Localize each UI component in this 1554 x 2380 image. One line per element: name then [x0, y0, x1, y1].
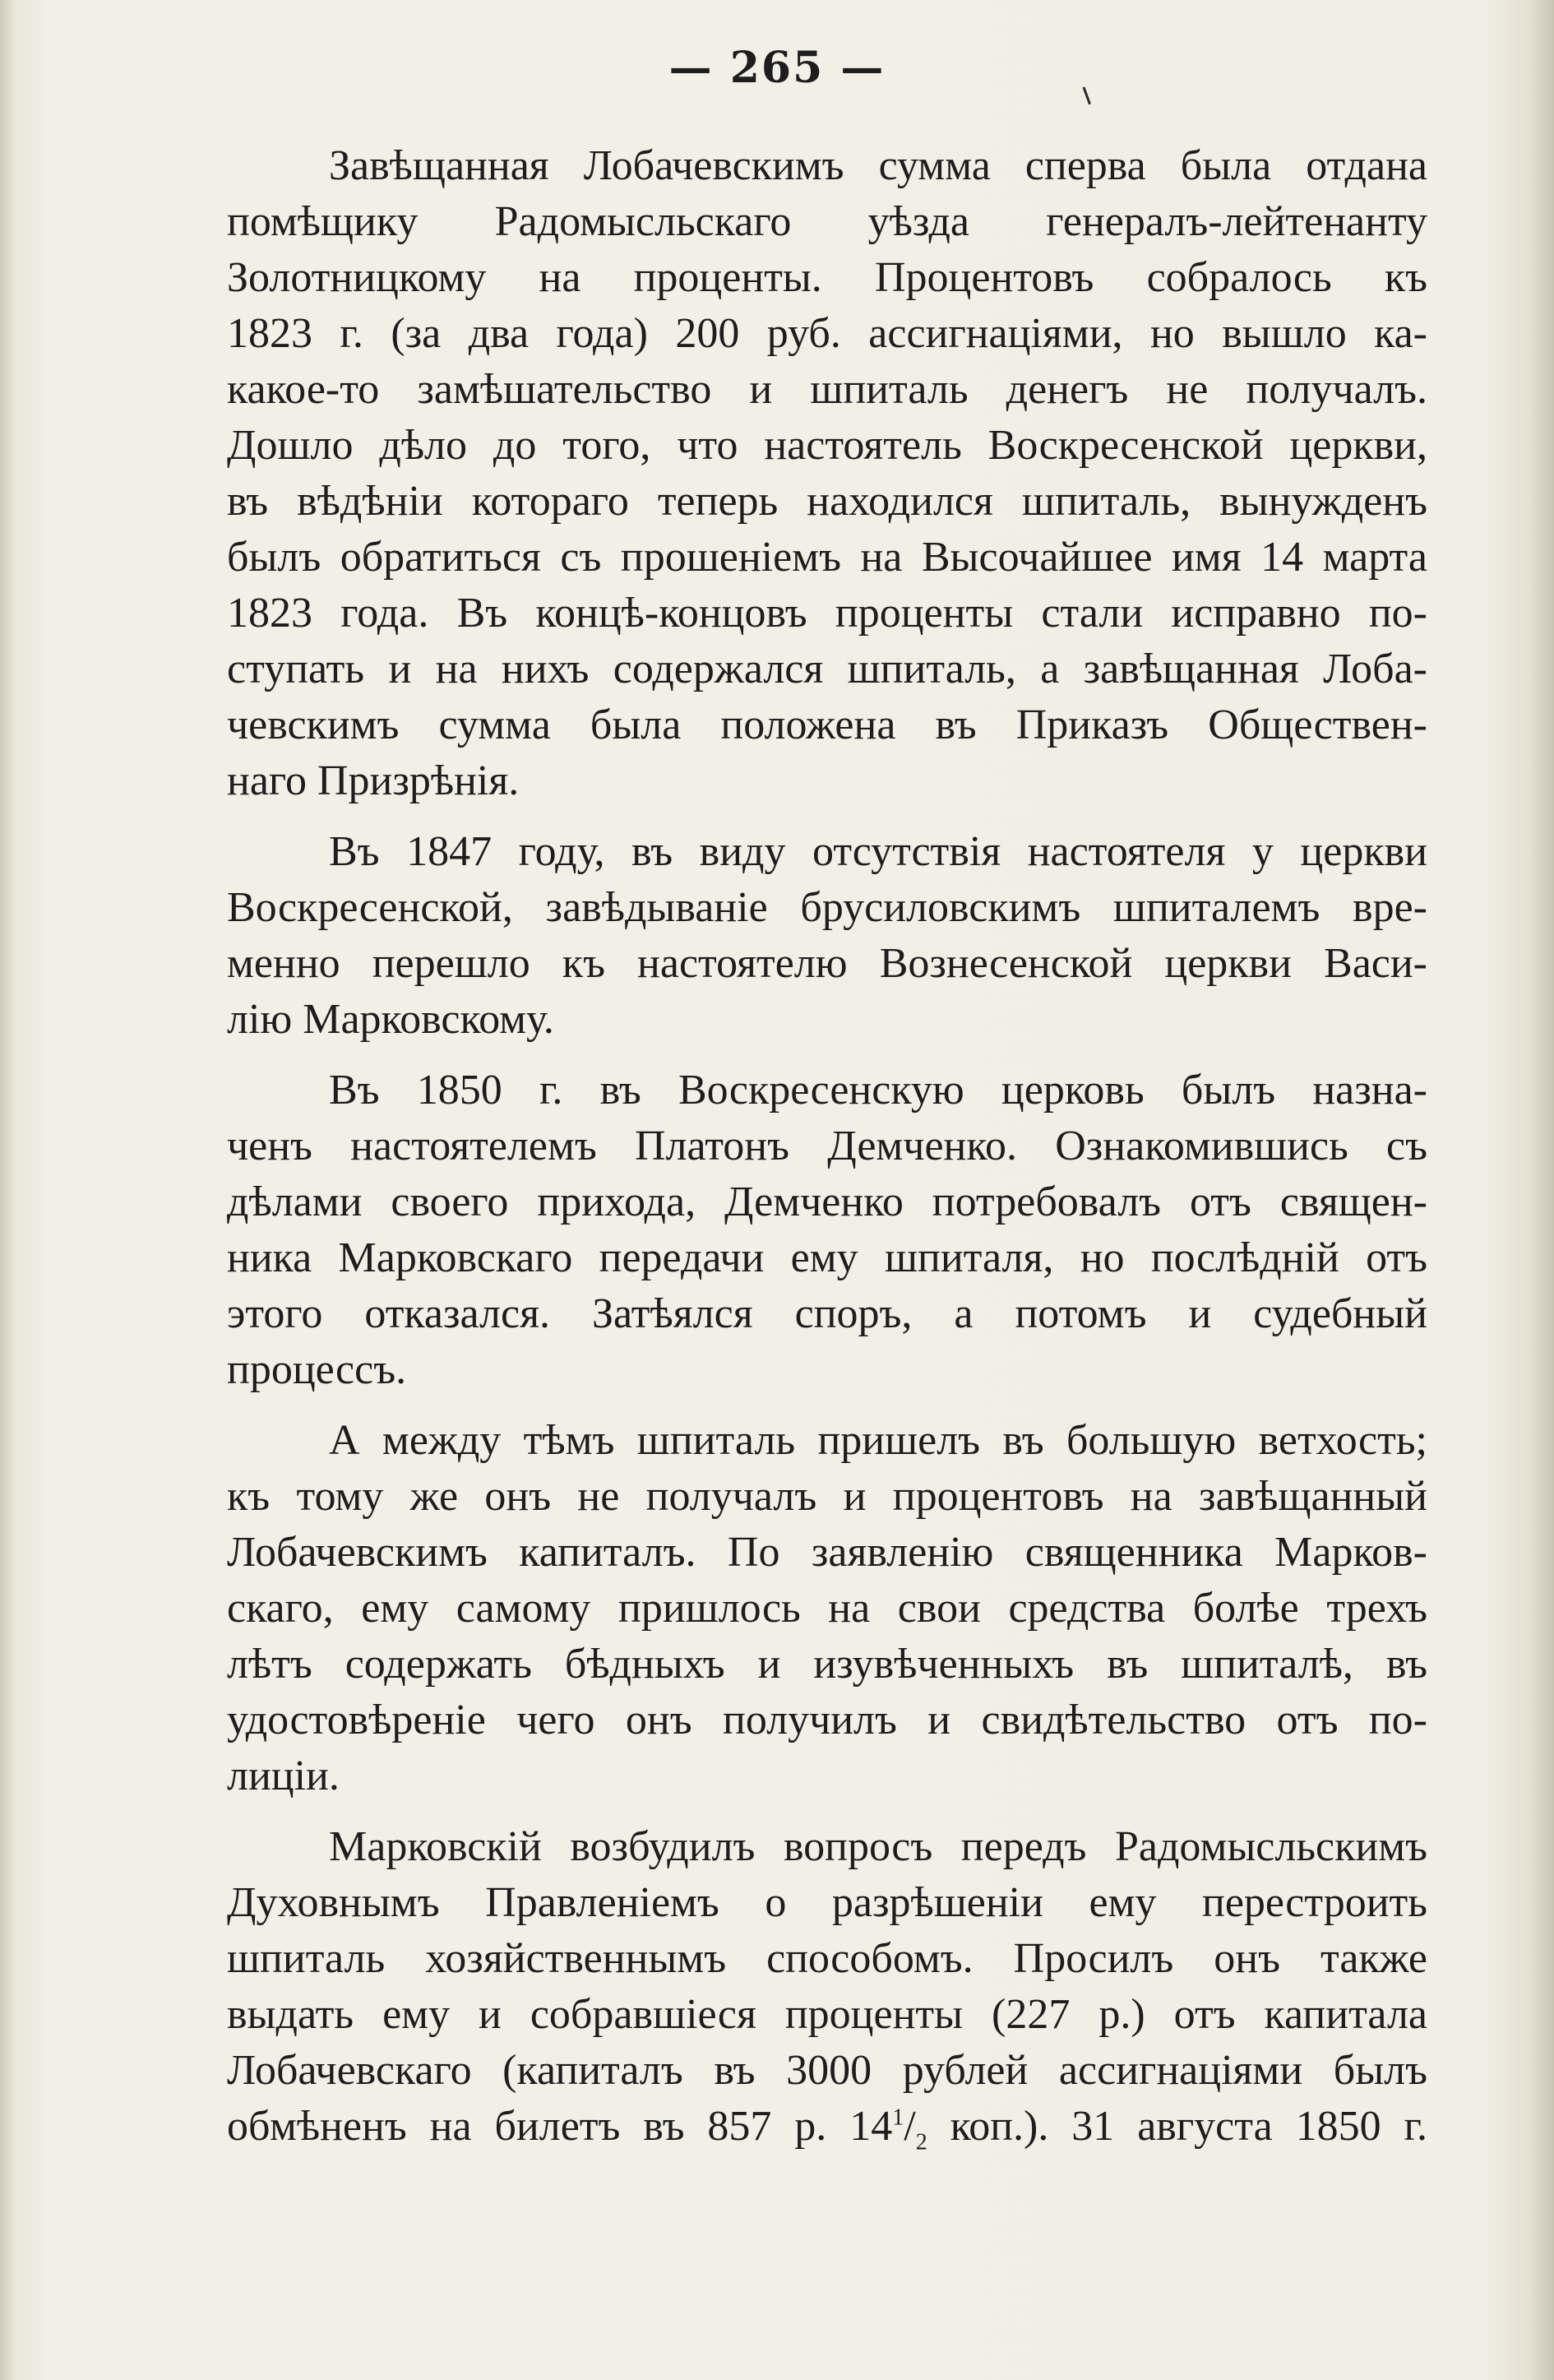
text-line: Лобачевскаго (капиталъ въ 3000 рублей ассигнаціями былъ: [227, 2047, 1427, 2094]
text-line-with-fraction: [227, 2099, 1427, 2155]
text-line: менно перешло къ настоятелю Вознесенской церкви Васи-: [227, 940, 1427, 987]
text-line: помѣщику Радомысльскаго уѣзда генералъ-лейтенанту: [227, 198, 1427, 245]
text-line: шпиталь хозяйственнымъ способомъ. Просилъ онъ также: [227, 1935, 1427, 1982]
text-line: ступать и на нихъ содержался шпиталь, а завѣщанная Лоба-: [227, 646, 1427, 692]
text-line: Духовнымъ Правленіемъ о разрѣшеніи ему перестроить: [227, 1879, 1427, 1926]
text-line: Воскресенской, завѣдываніе брусиловскимъ шпиталемъ вре-: [227, 884, 1427, 931]
text-line: въ вѣдѣніи котораго теперь находился шпиталь, вынужденъ: [227, 478, 1427, 525]
text-line: лію Марковскому.: [227, 996, 554, 1043]
text-line: выдать ему и собравшіеся проценты (227 р.) отъ капитала: [227, 1991, 1427, 2038]
paragraph-1: [227, 138, 1427, 809]
text-line: ника Марковскаго передачи ему шпиталя, но послѣдній отъ: [227, 1234, 1427, 1281]
fraction-text-before: обмѣненъ на билетъ въ 857 р. 14: [227, 2103, 893, 2150]
paragraph-4: [227, 1413, 1427, 1804]
text-line: лиціи.: [227, 1753, 340, 1799]
text-line: чевскимъ сумма была положена въ Приказъ Обществен-: [227, 701, 1427, 748]
fraction-denominator: 2: [915, 2129, 927, 2155]
text-line: процессъ.: [227, 1346, 407, 1393]
body-text: [227, 138, 1427, 2169]
text-line: къ тому же онъ не получалъ и процентовъ на завѣщанный: [227, 1473, 1427, 1520]
text-line: Марковскій возбудилъ вопросъ передъ Радомысльскимъ: [329, 1823, 1427, 1870]
text-line: лѣтъ содержать бѣдныхъ и изувѣченныхъ въ шпиталѣ, въ: [227, 1641, 1427, 1688]
text-line: 1823 г. (за два года) 200 руб. ассигнаціями, но вышло ка-: [227, 310, 1427, 357]
text-line: 1823 года. Въ концѣ-концовъ проценты стали исправно по-: [227, 590, 1427, 637]
text-line: Завѣщанная Лобачевскимъ сумма сперва была отдана: [329, 142, 1427, 189]
page-number: — 265 —: [668, 43, 886, 93]
text-line: Въ 1847 году, въ виду отсутствія настоятеля у церкви: [329, 828, 1427, 875]
text-line: Лобачевскимъ капиталъ. По заявленію священника Марков-: [227, 1529, 1427, 1576]
text-line: А между тѣмъ шпиталь пришелъ въ большую ветхость;: [329, 1417, 1427, 1464]
text-line: скаго, ему самому пришлось на свои средства болѣе трехъ: [227, 1585, 1427, 1632]
paragraph-5: [227, 1819, 1427, 2155]
text-line: удостовѣреніе чего онъ получилъ и свидѣтельство отъ по-: [227, 1697, 1427, 1743]
paragraph-2: [227, 824, 1427, 1048]
fraction-text-after: коп.). 31 августа 1850 г.: [927, 2103, 1428, 2150]
paragraph-3: [227, 1063, 1427, 1398]
text-line: дѣлами своего прихода, Демченко потребовалъ отъ священ-: [227, 1178, 1427, 1225]
text-line: наго Призрѣнія.: [227, 757, 520, 804]
text-line: Дошло дѣло до того, что настоятель Воскресенской церкви,: [227, 422, 1427, 469]
text-line: какое-то замѣшательство и шпиталь денегъ не получалъ.: [227, 366, 1427, 413]
text-line: ченъ настоятелемъ Платонъ Демченко. Ознакомившись съ: [227, 1123, 1427, 1169]
text-line: Золотницкому на проценты. Процентовъ собралось къ: [227, 254, 1427, 301]
text-line: Въ 1850 г. въ Воскресенскую церковь былъ назна-: [329, 1067, 1427, 1114]
text-line: этого отказался. Затѣялся споръ, а потомъ и судебный: [227, 1290, 1427, 1337]
fraction-numerator: 1: [892, 2104, 904, 2131]
text-line: былъ обратиться съ прошеніемъ на Высочайшее имя 14 марта: [227, 534, 1427, 581]
fraction-slash: /: [904, 2103, 916, 2150]
